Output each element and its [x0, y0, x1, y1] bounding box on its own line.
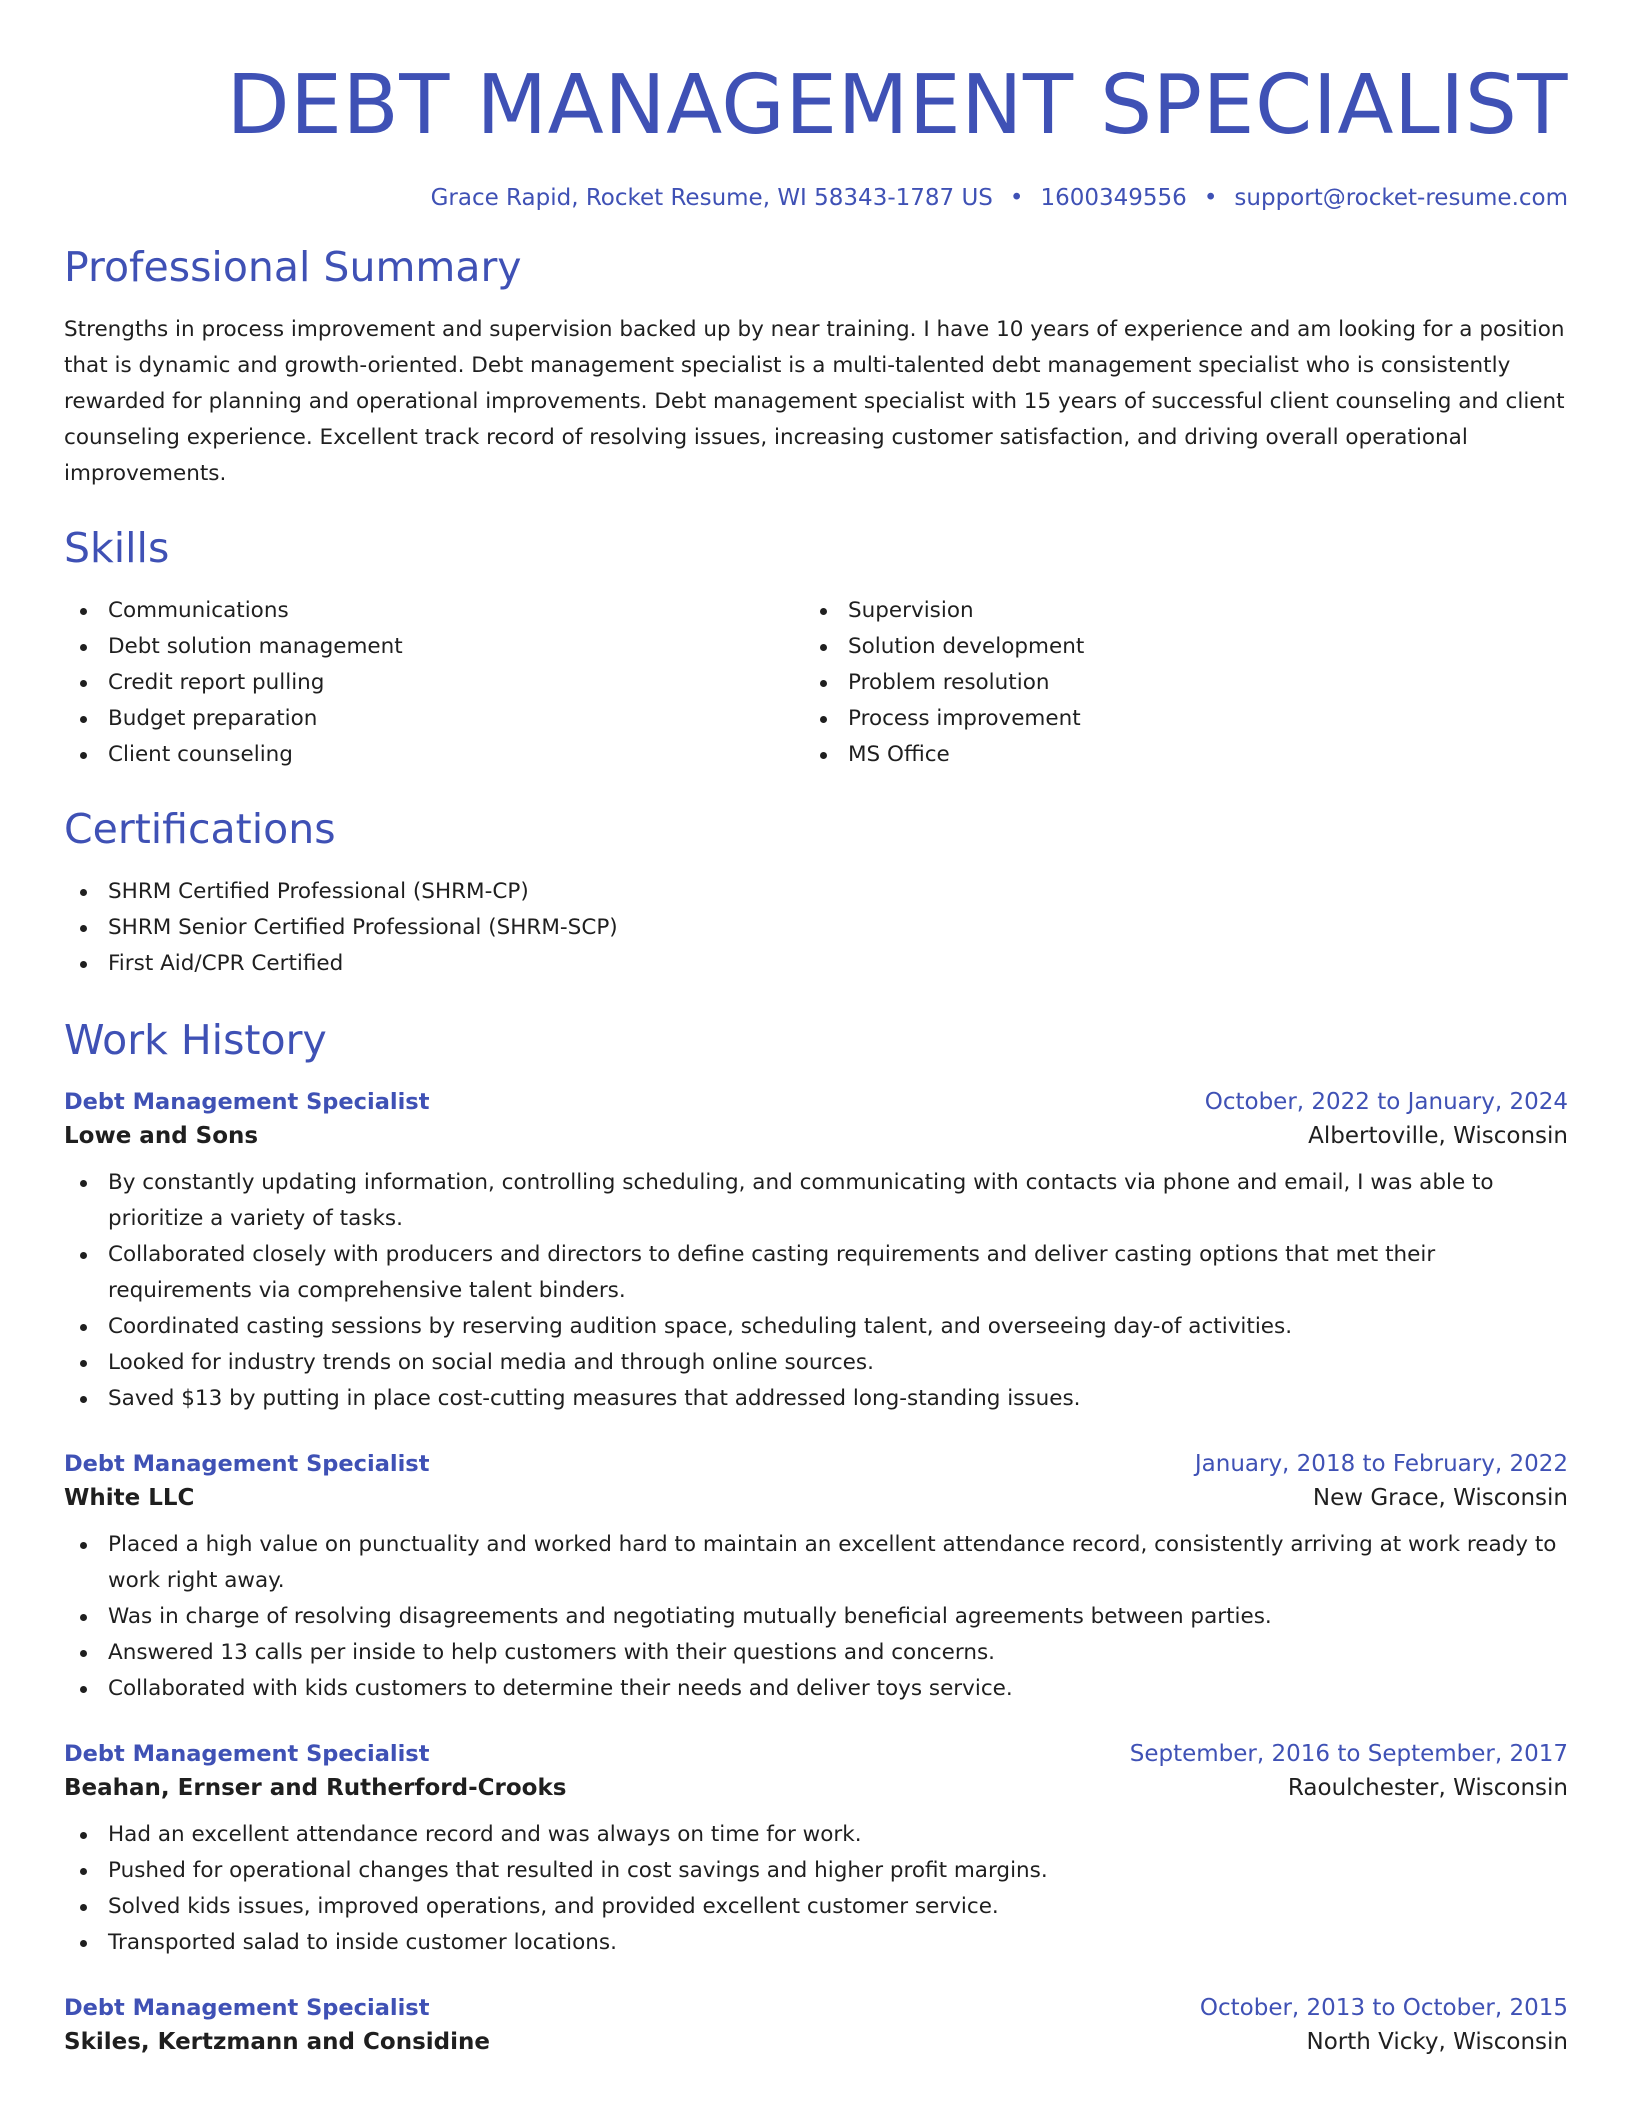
skills-column-left — [64, 593, 804, 773]
job-company: Lowe and Sons — [64, 1123, 259, 1150]
job-bullet: Solved kids issues, improved operations, and provided excellent customer service. — [64, 1889, 1568, 1925]
job-entry — [64, 1089, 1568, 1417]
job-bullet: Placed a high value on punctuality and worked hard to maintain an excellent attendance record, consistently arriving at work ready to work right away. — [64, 1527, 1568, 1599]
skill-item: Supervision — [804, 593, 1544, 629]
job-title: Debt Management Specialist — [64, 1741, 430, 1768]
contact-address: Grace Rapid, Rocket Resume, WI 58343-1787 US — [430, 185, 993, 211]
skill-item: MS Office — [804, 737, 1544, 773]
job-bullet: Pushed for operational changes that resulted in cost savings and higher profit margins. — [64, 1853, 1568, 1889]
certifications-heading: Certifications — [64, 805, 336, 854]
skill-item: Client counseling — [64, 737, 804, 773]
summary-heading: Professional Summary — [64, 243, 522, 291]
certification-item: SHRM Certified Professional (SHRM-CP) — [64, 874, 1568, 910]
contact-separator: • — [1203, 185, 1218, 211]
skill-item: Communications — [64, 593, 804, 629]
skill-item: Credit report pulling — [64, 665, 804, 701]
work-history-section — [64, 1018, 1568, 2055]
summary-text: Strengths in process improvement and supervision backed up by near training. I have 10 years of experience and am looking for a position that is dynamic and growth-oriented. Debt management specialist is a multi-talented debt management specialist who is consistently rewarded for planning and operational improvements. Debt management specialist with 15 years of successful client counseling and client counseling experience. Excellent track record of resolving issues, increasing customer satisfaction, and driving overall operational improvements. — [64, 317, 1565, 487]
skill-item: Solution development — [804, 629, 1544, 665]
skill-item: Budget preparation — [64, 701, 804, 737]
job-bullet-list — [64, 1527, 1568, 1707]
skill-item: Debt solution management — [64, 629, 804, 665]
certifications-list — [64, 874, 1568, 982]
job-bullet: Had an excellent attendance record and was always on time for work. — [64, 1817, 1568, 1853]
certifications-section — [64, 807, 1568, 982]
job-bullet: Collaborated closely with producers and directors to define casting requirements and deliver casting options that met their requirements via comprehensive talent binders. — [64, 1237, 1568, 1309]
contact-email: support@rocket-resume.com — [1234, 185, 1568, 211]
contact-line — [64, 185, 1568, 211]
job-title: Debt Management Specialist — [64, 1995, 430, 2022]
job-bullet: By constantly updating information, controlling scheduling, and communicating with contacts via phone and email, I was able to prioritize a variety of tasks. — [64, 1165, 1568, 1237]
skills-column-right — [804, 593, 1544, 773]
job-dates: October, 2013 to October, 2015 — [1199, 1995, 1568, 2022]
job-bullet: Saved $13 by putting in place cost-cutting measures that addressed long-standing issues. — [64, 1381, 1568, 1417]
job-bullet-list — [64, 1817, 1568, 1961]
job-company: Beahan, Ernser and Rutherford-Crooks — [64, 1775, 567, 1802]
resume-title: DEBT MANAGEMENT SPECIALIST — [226, 58, 1568, 153]
job-bullet: Coordinated casting sessions by reserving audition space, scheduling talent, and overseeing day-of activities. — [64, 1309, 1568, 1345]
job-bullet: Looked for industry trends on social media and through online sources. — [64, 1345, 1568, 1381]
contact-separator: • — [1009, 185, 1024, 211]
job-entry — [64, 1741, 1568, 1961]
job-dates: January, 2018 to February, 2022 — [1194, 1451, 1568, 1478]
job-bullet: Answered 13 calls per inside to help customers with their questions and concerns. — [64, 1635, 1568, 1671]
job-bullet: Collaborated with kids customers to determine their needs and deliver toys service. — [64, 1671, 1568, 1707]
job-location: Raoulchester, Wisconsin — [1287, 1775, 1568, 1802]
summary-section — [64, 245, 1568, 492]
job-bullet: Transported salad to inside customer locations. — [64, 1925, 1568, 1961]
job-title: Debt Management Specialist — [64, 1089, 430, 1116]
job-entry — [64, 1995, 1568, 2055]
job-bullet-list — [64, 1165, 1568, 1417]
job-location: North Vicky, Wisconsin — [1306, 2029, 1568, 2056]
job-dates: October, 2022 to January, 2024 — [1204, 1089, 1568, 1116]
job-location: New Grace, Wisconsin — [1312, 1485, 1568, 1512]
job-dates: September, 2016 to September, 2017 — [1129, 1741, 1568, 1768]
job-company: White LLC — [64, 1485, 195, 1512]
job-bullet: Was in charge of resolving disagreements and negotiating mutually beneficial agreements between parties. — [64, 1599, 1568, 1635]
skills-heading: Skills — [64, 524, 170, 573]
job-location: Albertoville, Wisconsin — [1308, 1123, 1568, 1150]
skill-item: Process improvement — [804, 701, 1544, 737]
job-company: Skiles, Kertzmann and Considine — [64, 2029, 490, 2056]
job-title: Debt Management Specialist — [64, 1451, 430, 1478]
job-entry — [64, 1451, 1568, 1707]
skills-section — [64, 526, 1568, 773]
work-history-heading: Work History — [64, 1016, 327, 1065]
certification-item: SHRM Senior Certified Professional (SHRM-SCP) — [64, 910, 1568, 946]
certification-item: First Aid/CPR Certified — [64, 946, 1568, 982]
contact-phone: 1600349556 — [1040, 185, 1187, 211]
skills-grid — [64, 593, 1568, 773]
skill-item: Problem resolution — [804, 665, 1544, 701]
